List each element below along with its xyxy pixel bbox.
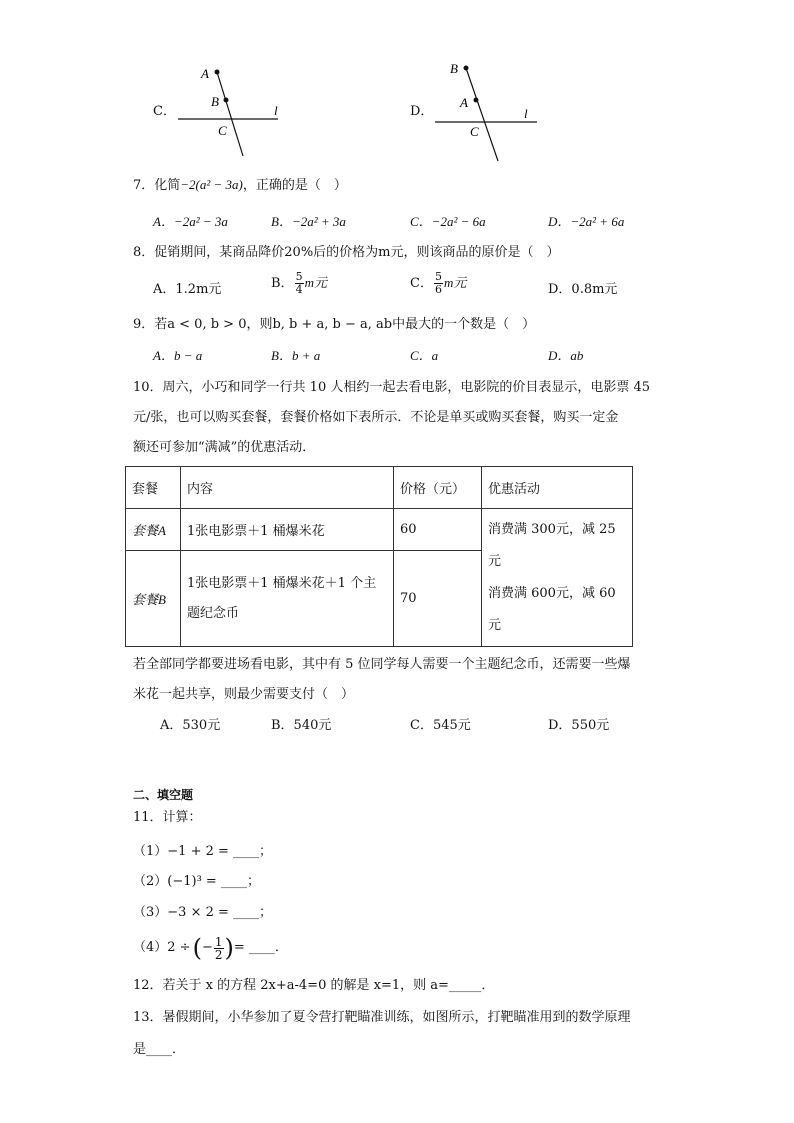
q7-option-c[interactable]: C．−2a² − 6a — [410, 214, 486, 229]
promo-cell: 消费满 300元，减 25 元 消费满 600元，减 60 元 — [482, 509, 633, 647]
q6-option-d-label: D． — [410, 104, 434, 119]
fig-d-point-c: C — [470, 124, 479, 139]
q9-option-b[interactable]: B．b + a — [271, 348, 321, 363]
q9-stem: 9．若a < 0, b > 0，则b, b + a, b − a, ab中最大的一个数是（ ） — [133, 317, 536, 332]
q9-option-a[interactable]: A．b − a — [153, 348, 203, 363]
q7-option-a[interactable]: A．−2a² − 3a — [153, 214, 228, 229]
package-b-content: 1张电影票＋1 桶爆米花＋1 个主 题纪念币 — [181, 551, 394, 647]
q11-stem: 11．计算： — [133, 810, 202, 825]
fig-d-point-a: A — [460, 95, 468, 110]
q11-part-2: （2）(−1)³ = ____； — [133, 874, 260, 889]
q10-line-1: 10．周六，小巧和同学一行共 10 人相约一起去看电影，电影院的价目表显示，电影票 45 — [133, 380, 651, 395]
table-header: 内容 — [181, 467, 394, 509]
q10-line-2: 元/张，也可以购买套餐，套餐价格如下表所示．不论是单买或购买套餐，购买一定金 — [133, 410, 619, 425]
package-b-name: 套餐B — [126, 551, 181, 647]
q8-option-c[interactable]: C． $\frac{5}{6}$ m元 — [410, 270, 467, 296]
table-header: 优惠活动 — [482, 467, 633, 509]
fig-c-point-b: B — [211, 94, 219, 109]
q10-after-1: 若全部同学都要进场看电影，其中有 5 位同学每人需要一个主题纪念币，还需要一些爆 — [133, 657, 631, 672]
q7-stem: 7．化简−2(a² − 3a)，正确的是（ ） — [133, 177, 347, 193]
package-a-name: 套餐A — [126, 509, 181, 551]
q8-stem: 8．促销期间，某商品降价20%后的价格为m元，则该商品的原价是（ ） — [133, 245, 560, 260]
q8-option-b[interactable]: B． $\frac{5}{4}$ m元 — [271, 270, 327, 296]
q10-after-2: 米花一起共享，则最少需要支付（ ） — [133, 687, 355, 702]
package-table — [125, 466, 633, 647]
q11-part-3: （3）−3 × 2 = ____； — [133, 905, 273, 920]
package-a-content: 1张电影票＋1 桶爆米花 — [181, 509, 394, 551]
q10-option-d[interactable]: D．550元 — [548, 718, 610, 733]
q6-option-c-label: C． — [153, 104, 176, 119]
q6-figure-c — [170, 60, 290, 160]
section-title: 二、填空题 — [133, 788, 194, 802]
q9-option-d[interactable]: D．ab — [548, 348, 584, 363]
q7-option-b[interactable]: B．−2a² + 3a — [271, 214, 346, 229]
table-header: 套餐 — [126, 467, 181, 509]
fig-c-point-a: A — [201, 66, 209, 81]
package-a-price: 60 — [394, 509, 482, 551]
fig-d-line-l: l — [524, 106, 528, 121]
q10-option-b[interactable]: B．540元 — [271, 718, 332, 733]
q12-stem: 12．若关于 x 的方程 2x+a-4=0 的解是 x=1，则 a=_____． — [133, 978, 495, 993]
q11-part-4: （4）2 ÷ ( − $\frac{1}{2}$ ) = ____． — [133, 934, 288, 962]
q8-option-d[interactable]: D．0.8m元 — [548, 282, 618, 297]
q13-line-2: 是____． — [133, 1042, 186, 1057]
fig-d-point-b: B — [450, 61, 458, 76]
fig-c-point-c: C — [218, 123, 227, 138]
table-header-row — [126, 467, 633, 509]
q10-option-c[interactable]: C．545元 — [410, 718, 471, 733]
q10-option-a[interactable]: A．530元 — [160, 718, 221, 733]
table-header: 价格（元） — [394, 467, 482, 509]
package-b-price: 70 — [394, 551, 482, 647]
q6-figure-d — [430, 55, 550, 165]
fig-c-line-l: l — [274, 103, 278, 118]
q9-option-c[interactable]: C．a — [410, 348, 439, 363]
q13-line-1: 13．暑假期间，小华参加了夏令营打靶瞄准训练，如图所示，打靶瞄准用到的数学原理 — [133, 1010, 631, 1025]
q8-option-a[interactable]: A．1.2m元 — [153, 282, 222, 297]
q10-line-3: 额还可参加“满减”的优惠活动． — [133, 440, 316, 455]
q7-option-d[interactable]: D．−2a² + 6a — [548, 214, 625, 229]
table-row — [126, 509, 633, 551]
q11-part-1: （1）−1 + 2 = ____； — [133, 844, 273, 859]
